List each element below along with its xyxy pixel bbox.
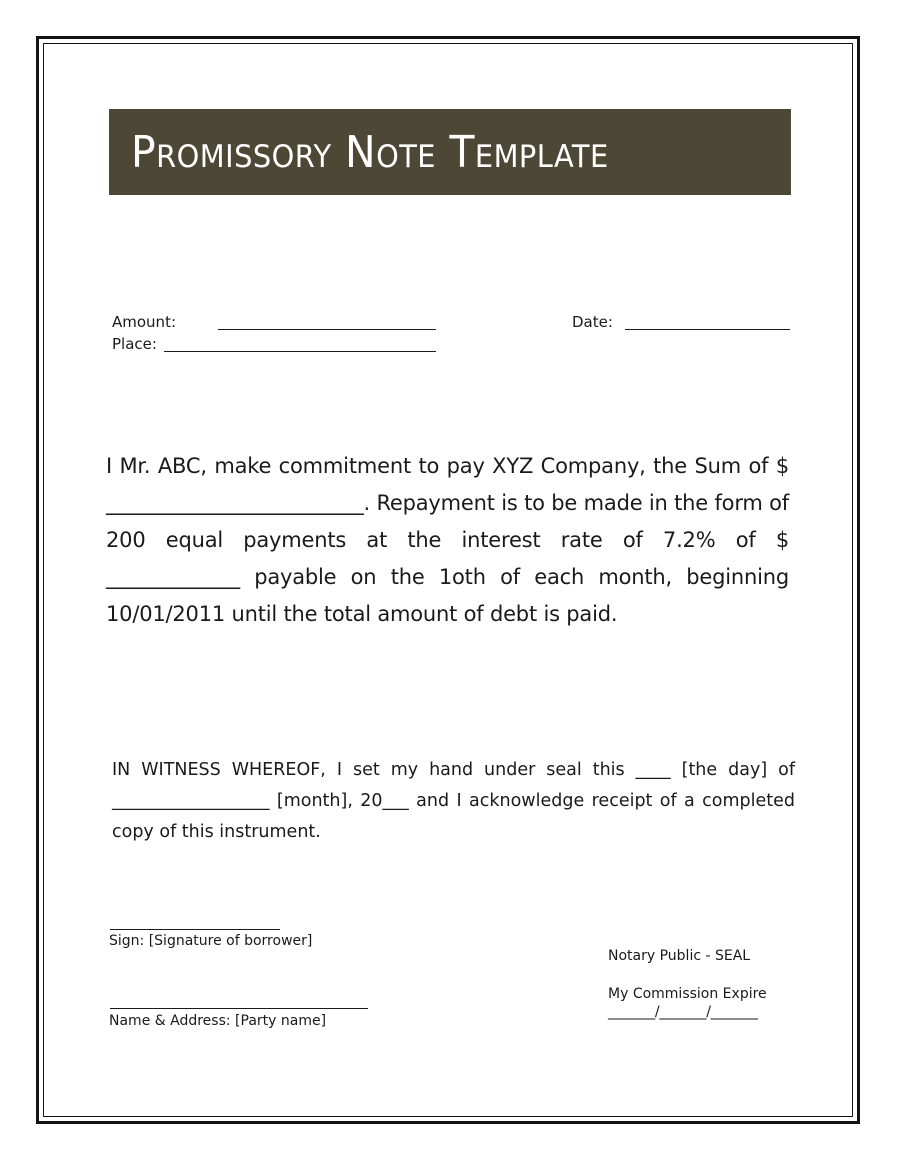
commission-expire-label: My Commission Expire <box>608 986 767 1002</box>
witness-paragraph: IN WITNESS WHEREOF, I set my hand under seal this ____ [the day] of __________________ [month], 20___ and I acknowledge receipt of a completed copy of this instrument. <box>112 760 795 842</box>
amount-blank-line[interactable] <box>218 315 436 330</box>
notary-seal-label: Notary Public - SEAL <box>608 948 751 964</box>
date-label: Date: <box>572 313 613 331</box>
amount-label: Amount: <box>112 313 176 331</box>
commitment-paragraph: I Mr. ABC, make commitment to pay XYZ Company, the Sum of $ _________________________. Repayment is to be made in the form of 200 equal payments at the interest rate of 7.2% of $ _____________ payable on the 1oth of each month, beginning 10/01/2011 until the total amount of debt is paid. <box>106 454 789 626</box>
name-address-label: Name & Address: [Party name] <box>109 1013 327 1029</box>
sign-label: Sign: [Signature of borrower] <box>109 933 313 949</box>
name-address-line[interactable] <box>110 1008 368 1009</box>
place-blank-line[interactable] <box>164 337 436 352</box>
date-field <box>572 313 613 331</box>
place-label: Place: <box>112 335 157 353</box>
commission-date-blanks[interactable]: _______/_______/_______ <box>608 1004 758 1020</box>
signature-line[interactable] <box>110 929 280 930</box>
title-banner <box>109 109 791 195</box>
place-field <box>112 335 157 353</box>
date-blank-line[interactable] <box>625 315 790 330</box>
amount-field <box>112 313 176 331</box>
page-title: Promissory Note Template <box>131 126 609 178</box>
